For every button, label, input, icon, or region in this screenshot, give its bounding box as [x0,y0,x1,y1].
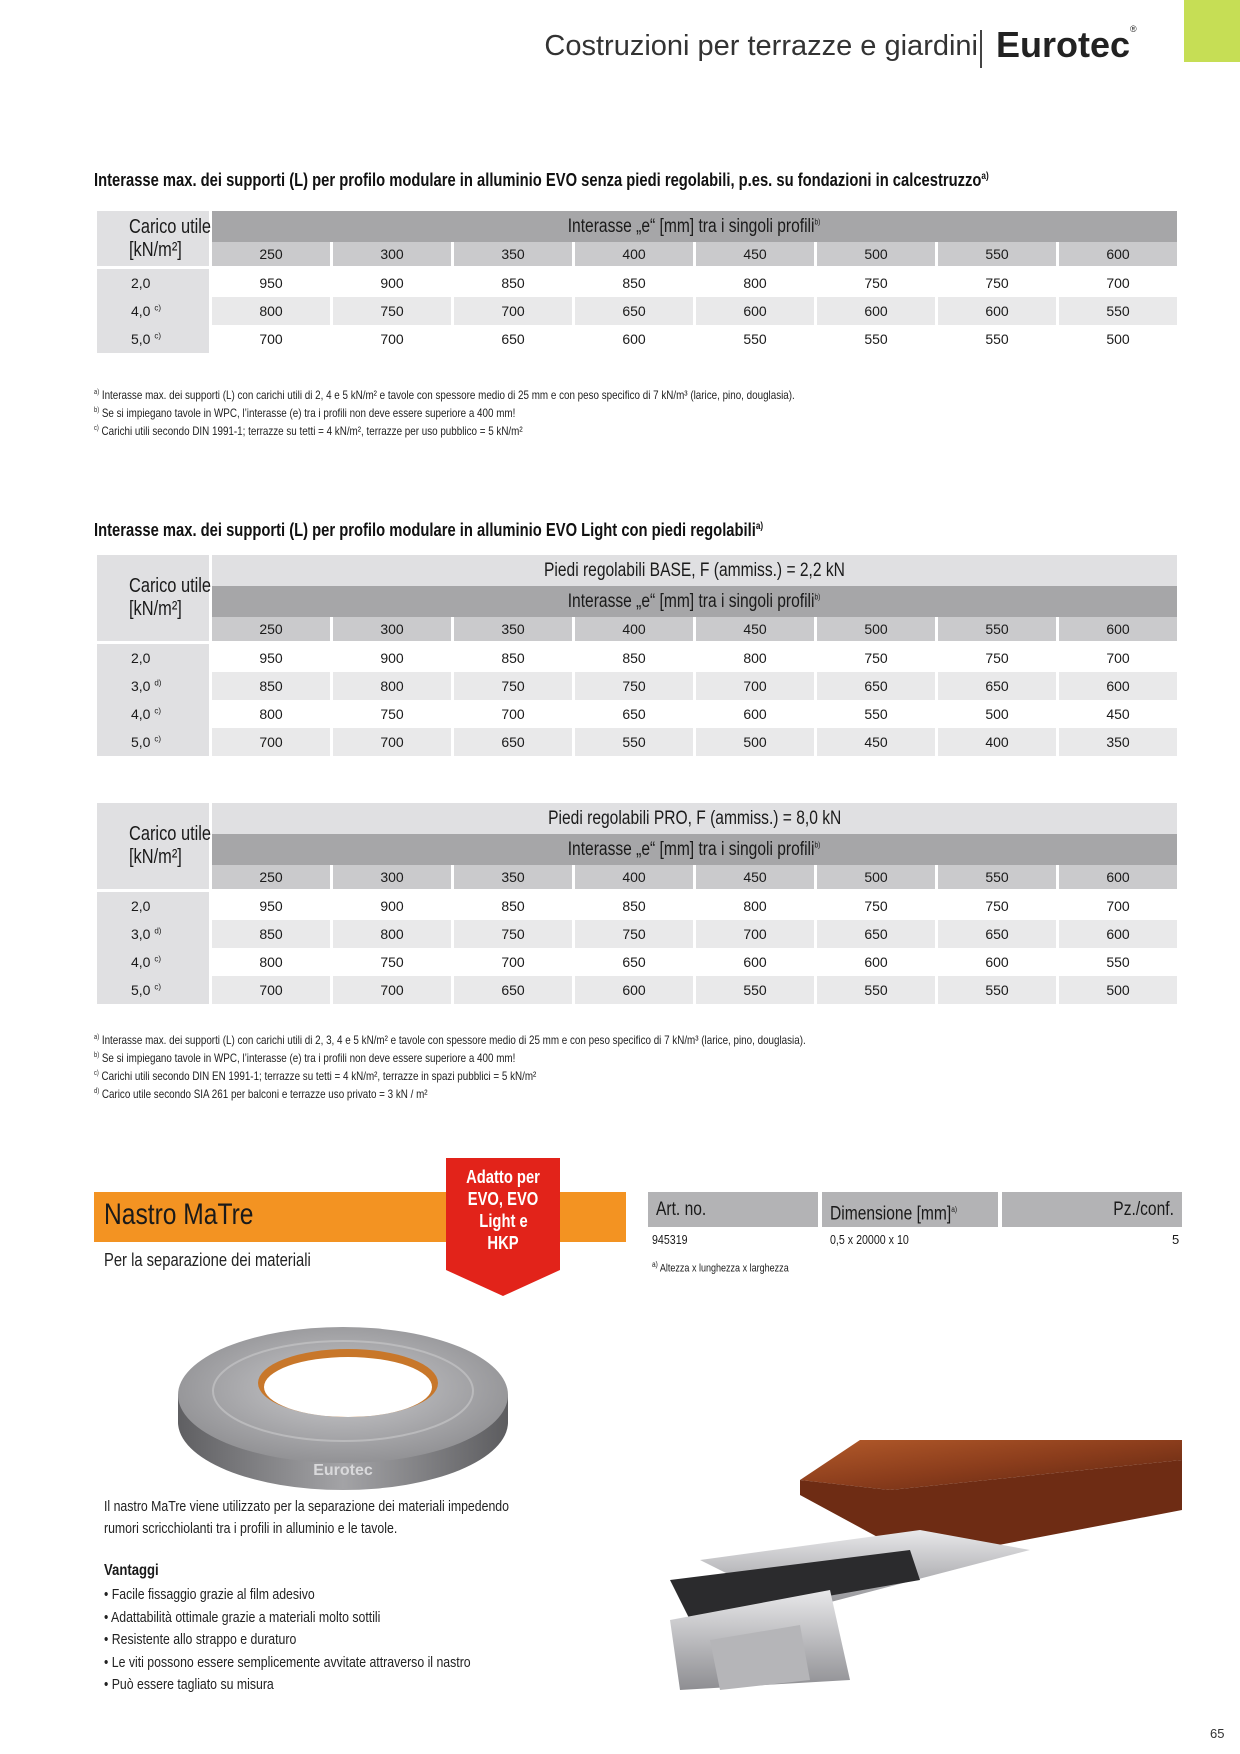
table-cell: 850 [454,892,572,920]
table-cell: 700 [696,920,814,948]
table2-title [94,520,910,541]
table-cell: 900 [333,892,451,920]
column-header: 550 [938,617,1056,641]
table-cell: 550 [817,325,935,353]
footnote-marker: c) [94,425,99,432]
table-cell: 550 [938,976,1056,1004]
load-cell [97,920,209,948]
advantage-text: • Le viti possono essere semplicemente avvitate attraverso il nastro [104,1653,471,1671]
table-cell: 700 [212,325,330,353]
badge-line-1: Adatto per [466,1167,540,1187]
table-cell: 750 [938,892,1056,920]
footnote-marker: a) [94,389,100,396]
pcs-text: 5 [1172,1232,1180,1247]
table-cell: 750 [938,269,1056,297]
load-footnote-ref: c) [154,982,162,992]
advantages-title [104,1562,171,1580]
table-cell: 550 [817,700,935,728]
table-cell: 650 [454,325,572,353]
table-cell: 950 [212,644,330,672]
table-cell: 900 [333,644,451,672]
advantage-text: • Facile fissaggio grazie al film adesivo [104,1586,315,1603]
product-footnote [652,1260,819,1275]
load-cell [97,700,209,728]
badge-line-2: EVO, EVO [467,1189,539,1209]
product-footnote-sup: a) [652,1260,658,1269]
column-header: 350 [454,242,572,266]
table-cell: 550 [575,728,693,756]
table-cell: 500 [696,728,814,756]
table-cell: 550 [696,325,814,353]
table1-title-text [94,170,989,191]
table-cell: 700 [212,728,330,756]
product-footnote-text: Altezza x lunghezza x larghezza [659,1262,789,1275]
load-value: 5,0 [131,734,151,750]
table-cell: 550 [696,976,814,1004]
table3-footnotes [94,1030,962,1102]
load-value: 5,0 [131,982,151,998]
load-value: 3,0 [131,926,151,942]
table-cell: 750 [333,700,451,728]
table-cell: 750 [817,644,935,672]
pcs-header [1002,1192,1182,1227]
load-cell [97,325,209,353]
table-cell: 650 [938,672,1056,700]
load-cell [97,948,209,976]
column-header: 400 [575,865,693,889]
footnote [94,1048,962,1066]
pcs-value [1172,1232,1179,1247]
table-cell: 500 [1059,976,1177,1004]
column-header: 350 [454,617,572,641]
table2-spacing-header [212,586,1177,617]
art-no-label: Art. no. [656,1199,707,1220]
table-cell: 750 [817,892,935,920]
footnote [94,1084,962,1102]
table1-load-label: Carico utile [129,215,212,238]
load-value: 4,0 [131,303,151,319]
table-cell: 600 [817,297,935,325]
product-subtitle [104,1250,356,1271]
footnote-marker: a) [94,1034,100,1041]
table-cell: 800 [696,269,814,297]
dimension-text: 0,5 x 20000 x 10 [830,1232,909,1247]
table-row [97,892,1177,920]
table-cell: 600 [1059,920,1177,948]
table1-load-header [97,211,212,266]
art-no-header [648,1192,818,1227]
load-cell [97,976,209,1004]
load-cell [97,269,209,297]
table3 [94,803,1180,1004]
advantage-item [104,1584,551,1607]
dimension-value [830,1232,926,1247]
table-cell: 850 [575,892,693,920]
table-cell: 600 [938,297,1056,325]
footnote-marker: b) [94,1052,100,1059]
table3-spacing-header [212,834,1177,865]
footnote-marker: d) [94,1088,100,1095]
column-header: 350 [454,865,572,889]
table2-load-unit: [kN/m²] [129,598,182,620]
table1-band-sup: b) [814,217,821,227]
table-cell: 700 [454,297,572,325]
table3-load-header [97,803,212,889]
table-cell: 700 [1059,269,1177,297]
art-no-text: 945319 [652,1232,688,1247]
logo-registered-mark: ® [1130,24,1137,34]
table3-feet-label: Piedi regolabili PRO, F (ammiss.) = 8,0 kN [547,807,842,829]
table-cell: 650 [817,920,935,948]
load-footnote-ref: c) [154,706,162,716]
table-cell: 550 [1059,948,1177,976]
table2 [94,555,1180,756]
footnote [94,421,949,439]
table-cell: 850 [575,644,693,672]
table-cell: 550 [1059,297,1177,325]
load-footnote-ref: d) [154,678,162,688]
table-row [97,948,1177,976]
load-cell [97,672,209,700]
table-cell: 850 [212,920,330,948]
description-line-1: Il nastro MaTre viene utilizzato per la separazione dei materiali impedendo [104,1498,509,1515]
header-divider [980,30,982,68]
footnote [94,403,949,421]
table1-footnotes [94,385,949,439]
footnote [94,1030,962,1048]
table-cell: 600 [696,948,814,976]
corner-tab [1184,0,1240,62]
table-cell: 650 [454,728,572,756]
table-cell: 700 [333,976,451,1004]
table-cell: 750 [454,672,572,700]
product-subtitle-text: Per la separazione dei materiali [104,1250,311,1270]
dimension-header [822,1192,998,1227]
advantage-item [104,1674,551,1697]
table-cell: 600 [1059,672,1177,700]
tape-roll-image [168,1290,518,1500]
load-value: 4,0 [131,706,151,722]
table-cell: 600 [575,976,693,1004]
table-row [97,297,1177,325]
column-header: 400 [575,617,693,641]
dimension-sup: a) [951,1205,958,1214]
table2-band-sup: b) [814,592,821,602]
table-cell: 600 [696,700,814,728]
table1-band-label: Interasse „e“ [mm] tra i singoli profili [568,215,815,237]
art-no-value [652,1232,695,1247]
table-cell: 800 [212,700,330,728]
advantage-text: • Può essere tagliato su misura [104,1676,274,1693]
load-value: 5,0 [131,331,151,347]
tape-label: Eurotec [313,1462,373,1479]
footnote [94,1066,962,1084]
advantages-list [104,1584,551,1697]
table-cell: 750 [575,920,693,948]
table-cell: 700 [1059,892,1177,920]
column-header: 500 [817,242,935,266]
table2-title-text [94,520,763,541]
table3-load-unit: [kN/m²] [129,846,182,868]
badge-line-3: Light e [478,1211,528,1231]
table-cell: 700 [454,948,572,976]
table-cell: 600 [938,948,1056,976]
table-cell: 800 [212,948,330,976]
table-cell: 850 [454,269,572,297]
table-cell: 650 [817,672,935,700]
eurotec-logo [996,24,1137,66]
table3-band-label: Interasse „e“ [mm] tra i singoli profili [568,838,815,860]
load-value: 2,0 [131,275,151,291]
table-cell: 550 [817,976,935,1004]
table-cell: 500 [1059,325,1177,353]
column-header: 500 [817,617,935,641]
footnote-text: Carico utile secondo SIA 261 per balconi e terrazze uso privato = 3 kN / m² [101,1087,428,1101]
table-cell: 450 [817,728,935,756]
table-cell: 500 [938,700,1056,728]
advantage-item [104,1607,551,1630]
table1 [94,211,1180,353]
table2-feet-header [212,555,1177,586]
column-header: 600 [1059,617,1177,641]
column-header: 450 [696,242,814,266]
column-header: 300 [333,617,451,641]
product-name: Nastro MaTre [104,1198,254,1231]
table2-feet-label: Piedi regolabili BASE, F (ammiss.) = 2,2 kN [544,559,845,581]
table-cell: 700 [454,700,572,728]
page-header-title: Costruzioni per terrazze e giardini [544,30,978,62]
column-header: 300 [333,242,451,266]
column-header: 550 [938,242,1056,266]
table-row [97,325,1177,353]
advantages-title-text: Vantaggi [104,1562,159,1579]
column-header: 500 [817,865,935,889]
column-header: 600 [1059,865,1177,889]
badge-text [446,1166,560,1254]
table1-title-sup: a) [981,171,989,182]
table-cell: 750 [817,269,935,297]
dimension-label: Dimensione [mm] [830,1203,952,1225]
table3-load-label: Carico utile [129,823,212,845]
column-header: 450 [696,617,814,641]
table-cell: 700 [333,325,451,353]
table-cell: 450 [1059,700,1177,728]
table-cell: 800 [696,644,814,672]
load-footnote-ref: c) [154,303,162,313]
table-cell: 750 [575,672,693,700]
table-row [97,728,1177,756]
column-header: 250 [212,617,330,641]
load-value: 4,0 [131,954,151,970]
column-header: 600 [1059,242,1177,266]
table-cell: 750 [333,297,451,325]
table-cell: 750 [333,948,451,976]
table-cell: 800 [333,672,451,700]
load-cell [97,892,209,920]
table-cell: 650 [454,976,572,1004]
table-cell: 350 [1059,728,1177,756]
table1-load-unit: [kN/m²] [129,238,182,261]
description-line-2: rumori scricchiolanti tra i profili in alluminio e le tavole. [104,1520,398,1537]
column-header: 300 [333,865,451,889]
table-cell: 800 [333,920,451,948]
load-footnote-ref: c) [154,331,162,341]
table-cell: 600 [817,948,935,976]
load-value: 3,0 [131,678,151,694]
table3-feet-header [212,803,1177,834]
table1-spacing-header [212,211,1177,242]
table-cell: 700 [333,728,451,756]
table2-title-sup: a) [755,521,764,532]
column-header: 250 [212,865,330,889]
table3-band-sup: b) [814,840,821,850]
table-cell: 550 [938,325,1056,353]
table-cell: 800 [696,892,814,920]
table-row [97,644,1177,672]
column-header: 250 [212,242,330,266]
table-cell: 700 [696,672,814,700]
column-header: 400 [575,242,693,266]
table-row [97,672,1177,700]
badge-line-4: HKP [487,1233,519,1253]
footnote-text: Se si impiegano tavole in WPC, l’interasse (e) tra i profili non deve essere superiore a 400 mm! [101,1051,516,1065]
footnote-marker: b) [94,407,100,414]
table2-title-label: Interasse max. dei supporti (L) per profilo modulare in alluminio EVO Light con piedi regolabili [94,520,756,540]
logo-text: Eurotec [996,24,1131,65]
table-cell: 900 [333,269,451,297]
table-row [97,920,1177,948]
footnote-text: Interasse max. dei supporti (L) con carichi utili di 2, 3, 4 e 5 kN/m² e tavole con spessore medio di 25 mm e con peso specifico di 7 kN/m³ (larice, pino, douglasia). [101,1033,806,1047]
table-cell: 750 [454,920,572,948]
table-cell: 750 [938,644,1056,672]
table-cell: 600 [575,325,693,353]
advantage-item [104,1652,551,1675]
table-cell: 400 [938,728,1056,756]
load-footnote-ref: c) [154,734,162,744]
column-header: 450 [696,865,814,889]
table-cell: 700 [1059,644,1177,672]
table-cell: 650 [575,948,693,976]
table2-load-header [97,555,212,641]
table-row [97,700,1177,728]
footnote-text: Interasse max. dei supporti (L) con carichi utili di 2, 4 e 5 kN/m² e tavole con spessore medio di 25 mm e con peso specifico di 7 kN/m³ (larice, pino, douglasia). [101,388,795,402]
footnote-text: Carichi utili secondo DIN 1991-1; terrazze su tetti = 4 kN/m², terrazze per uso pubblico = 5 kN/m² [101,424,523,438]
table-row [97,976,1177,1004]
table-cell: 650 [938,920,1056,948]
footnote-marker: c) [94,1070,99,1077]
advantage-text: • Adattabilità ottimale grazie a materiali molto sottili [104,1608,381,1626]
footnote-text: Se si impiegano tavole in WPC, l’interasse (e) tra i profili non deve essere superiore a 400 mm! [101,406,516,420]
table2-load-label: Carico utile [129,575,212,597]
table-cell: 950 [212,269,330,297]
load-value: 2,0 [131,898,151,914]
footnote [94,385,949,403]
column-header: 550 [938,865,1056,889]
table-cell: 800 [212,297,330,325]
decking-profile-image [650,1440,1182,1690]
table-cell: 850 [212,672,330,700]
table-cell: 600 [696,297,814,325]
table-cell: 850 [575,269,693,297]
table-row [97,269,1177,297]
advantage-text: • Resistente allo strappo e duraturo [104,1631,297,1648]
advantage-item [104,1629,551,1652]
load-cell [97,297,209,325]
pcs-label: Pz./conf. [1113,1199,1174,1220]
table-cell: 650 [575,700,693,728]
load-footnote-ref: d) [154,926,162,936]
load-value: 2,0 [131,650,151,666]
table-cell: 850 [454,644,572,672]
load-cell [97,728,209,756]
table1-title-label: Interasse max. dei supporti (L) per profilo modulare in alluminio EVO senza piedi regolabili, p.es. su fondazioni in calcestruzzo [94,170,982,190]
page-number: 65 [1210,1726,1225,1741]
footnote-text: Carichi utili secondo DIN EN 1991-1; terrazze su tetti = 4 kN/m², terrazze in spazi pubblici = 5 kN/m² [101,1069,537,1083]
table-cell: 700 [212,976,330,1004]
table1-title [94,170,1185,191]
table-cell: 650 [575,297,693,325]
table2-band-label: Interasse „e“ [mm] tra i singoli profili [568,590,815,612]
product-title [104,1198,286,1232]
product-description [104,1496,598,1540]
load-footnote-ref: c) [154,954,162,964]
table-cell: 950 [212,892,330,920]
load-cell [97,644,209,672]
